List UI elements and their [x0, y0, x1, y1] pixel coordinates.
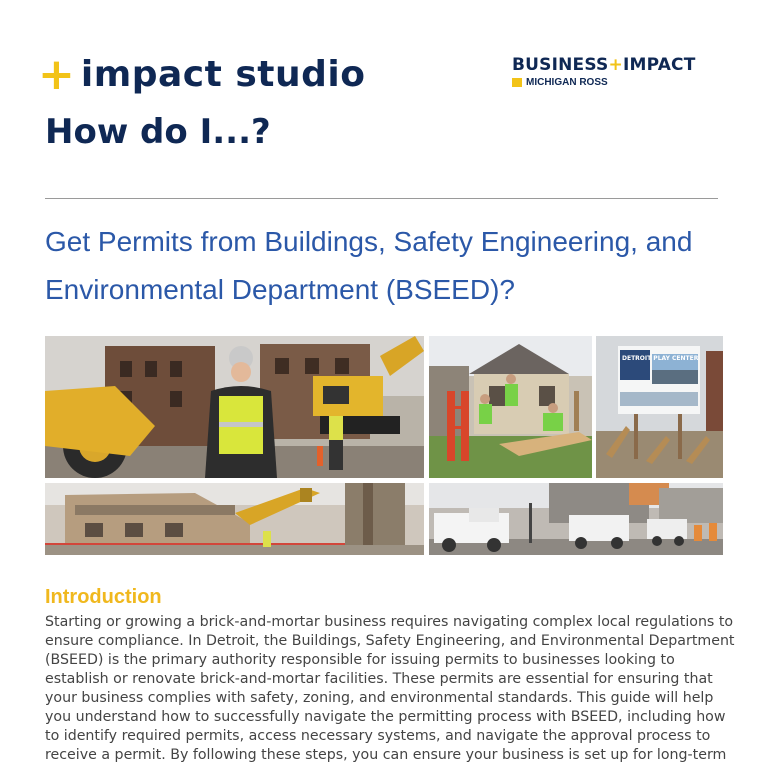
- business-impact-logo: [512, 55, 696, 88]
- impact-studio-logo: [38, 48, 366, 100]
- brand-name: impact studio: [80, 54, 366, 95]
- volunteers-building-photo: [429, 336, 592, 478]
- partner-name-part1: BUSINESS: [512, 55, 609, 75]
- partner-name-part2: IMPACT: [622, 55, 696, 75]
- partner-plus-icon: +: [608, 55, 623, 75]
- page-title: How do I...?: [45, 112, 271, 152]
- partner-name: [512, 55, 696, 75]
- partner-sub-text: MICHIGAN ROSS: [526, 77, 608, 88]
- sign-text: DETROIT PLAY CENTER: [622, 355, 699, 362]
- section-body: Starting or growing a brick-and-mortar business requires navigating complex local regulations to ensure compliance. In Detroit, the Buildings, Safety Engineering, and Environmental Department (BSEED) is the primary authority responsible for issuing permits to businesses looking to establish or renovate brick-and-mortar facilities. These permits are essential for ensuring that your business complies with safety, zoning, and environmental standards. This guide will help you understand how to successfully navigate the permitting process with BSEED, including how to identify required permits, access necessary systems, and navigate the approval process to receive a permit. By following these steps, you can ensure your business is set up for long-term: [45, 614, 735, 763]
- divider: [45, 198, 718, 199]
- construction-site-photo: [45, 336, 424, 478]
- plus-icon: +: [38, 48, 75, 100]
- michigan-m-icon: [512, 78, 522, 87]
- page-subtitle: Get Permits from Buildings, Safety Engineering, and Environmental Department (BSEED)?: [45, 226, 693, 305]
- detroit-play-center-sign-photo: [596, 336, 723, 478]
- demolition-photo: [45, 483, 424, 555]
- partner-subtitle: [512, 77, 696, 88]
- section-heading: Introduction: [45, 586, 162, 608]
- trucks-site-photo: [429, 483, 723, 555]
